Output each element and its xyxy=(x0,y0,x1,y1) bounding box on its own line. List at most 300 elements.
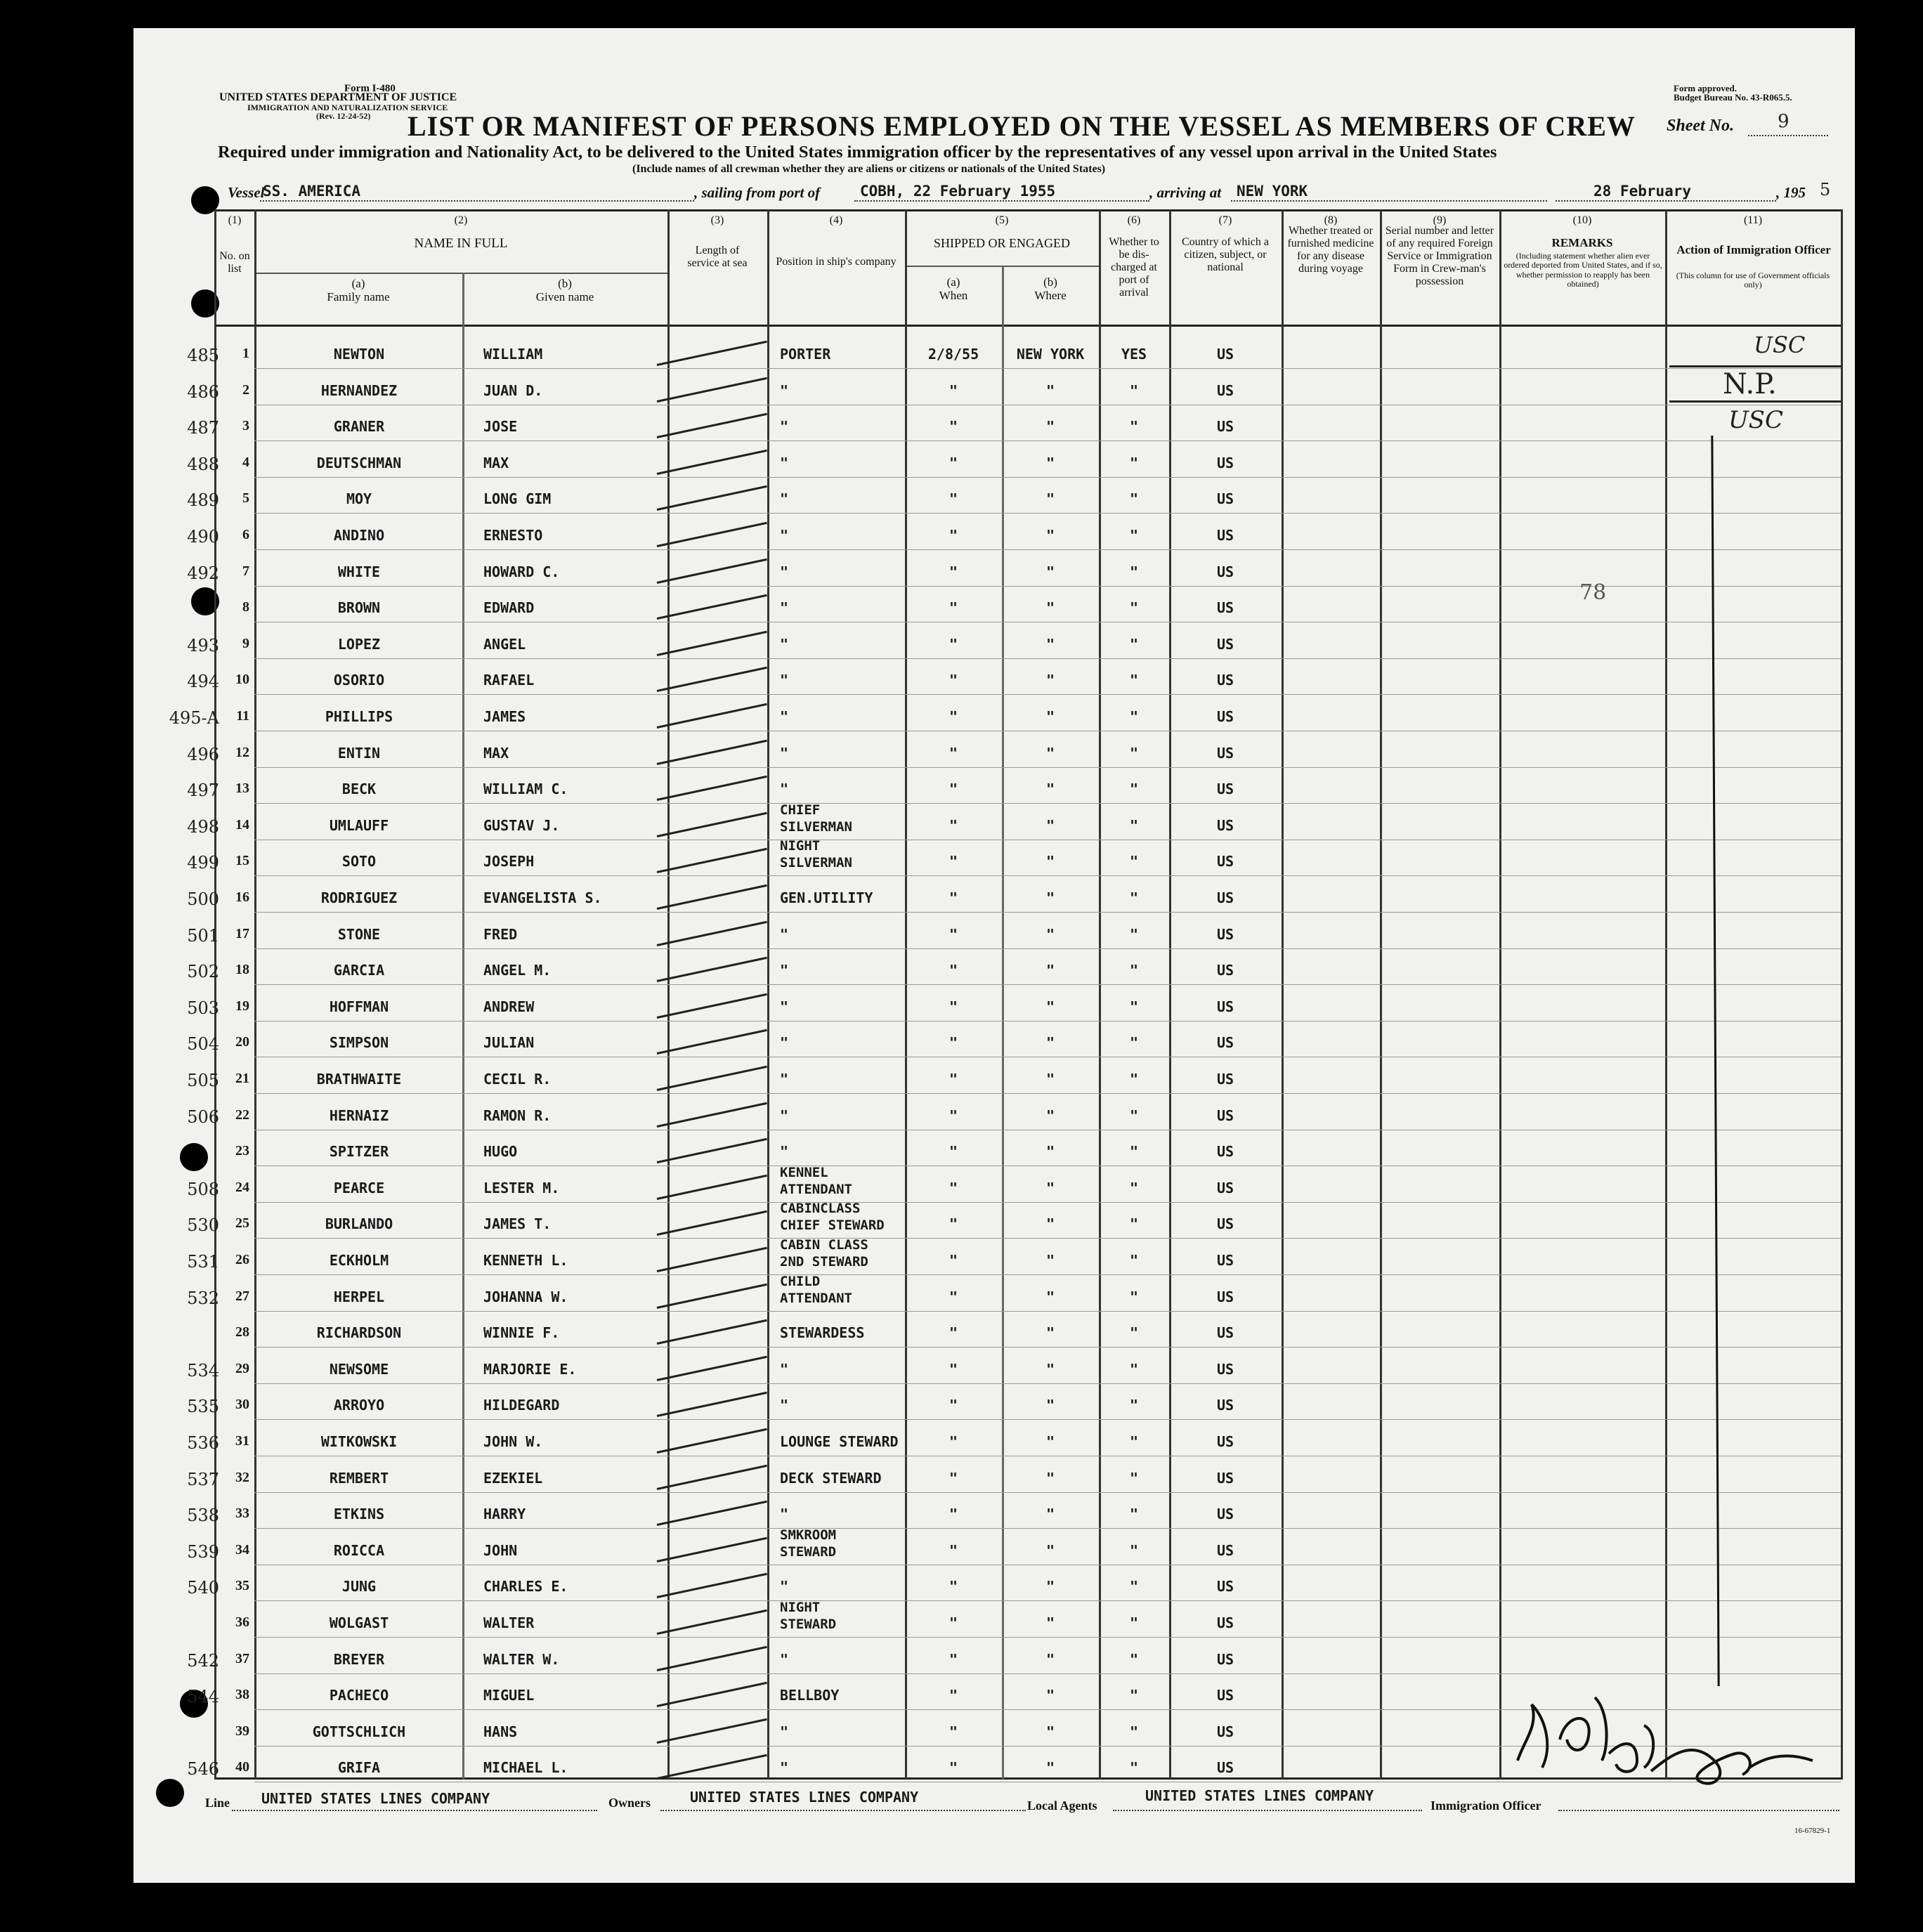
row-when: " xyxy=(949,1143,958,1161)
row-discharge: " xyxy=(1129,454,1139,471)
row-discharge: " xyxy=(1129,1071,1139,1088)
row-no: 39 xyxy=(235,1723,249,1739)
col2a-header: (a) Family name xyxy=(327,277,390,304)
row-family: HERNAIZ xyxy=(329,1107,389,1124)
row-country: US xyxy=(1216,381,1234,399)
col10-number: (10) xyxy=(1572,214,1592,226)
row-position: " xyxy=(780,1034,789,1052)
row-discharge: " xyxy=(1129,418,1139,436)
row-where: " xyxy=(1045,1107,1055,1124)
col10-note: (Including statement whether alien ever ordered deported from United States, and if so, whether permission to reapply has been obtained) xyxy=(1504,251,1662,289)
row-where: " xyxy=(1045,1143,1055,1161)
row-no: 10 xyxy=(235,672,249,688)
row-where: " xyxy=(1045,1650,1055,1668)
table-top-border xyxy=(214,209,1843,211)
owners-company: UNITED STATES LINES COMPANY xyxy=(690,1789,919,1806)
row-given: MIGUEL xyxy=(483,1687,535,1704)
row-discharge: " xyxy=(1129,1541,1139,1559)
page-subtitle: Required under immigration and Nationality Act, to be delivered to the United States immigration officer by the representatives of any vessel upon arrival in the United States xyxy=(218,143,1497,162)
row-discharge: " xyxy=(1129,962,1139,979)
row-when: " xyxy=(949,563,958,580)
row-given: MICHAEL L. xyxy=(483,1759,568,1777)
row-where: " xyxy=(1045,853,1055,870)
row-no: 5 xyxy=(242,490,249,507)
row-position: STEWARDESS xyxy=(780,1324,865,1342)
row-when: " xyxy=(949,381,958,399)
row-no: 23 xyxy=(235,1143,249,1159)
row-position: " xyxy=(780,418,789,436)
vessel-label: Vessel xyxy=(228,184,265,201)
row-given: ANGEL xyxy=(483,635,526,653)
row-country: US xyxy=(1216,563,1234,580)
row-country: US xyxy=(1216,490,1234,508)
row-rule xyxy=(254,1202,1841,1203)
row-family: HERNANDEZ xyxy=(320,381,398,399)
row-mark: 536 xyxy=(187,1433,219,1453)
col-divider xyxy=(1380,209,1382,1779)
row-where: " xyxy=(1045,418,1055,436)
row-family: GARCIA xyxy=(333,962,385,979)
row-where: " xyxy=(1045,1578,1055,1595)
row-given: ERNESTO xyxy=(483,527,543,544)
row-when: " xyxy=(949,1179,958,1196)
row-where: " xyxy=(1045,1071,1055,1088)
row-where: " xyxy=(1045,454,1055,471)
local-agents-label: Local Agents xyxy=(1027,1799,1097,1813)
row-given: JULIAN xyxy=(483,1034,535,1052)
row-country: US xyxy=(1216,1687,1234,1704)
row-family: UMLAUFF xyxy=(329,816,389,834)
row-no: 25 xyxy=(235,1215,249,1232)
row-country: US xyxy=(1216,1759,1234,1777)
row-position: CHILD ATTENDANT xyxy=(780,1273,852,1306)
line-company: UNITED STATES LINES COMPANY xyxy=(261,1790,490,1807)
row-rule xyxy=(254,984,1841,985)
row-where: " xyxy=(1045,1179,1055,1196)
row-position: DECK STEWARD xyxy=(780,1469,882,1487)
row-where: " xyxy=(1045,1614,1055,1631)
row-no: 30 xyxy=(235,1397,249,1413)
row-discharge: " xyxy=(1129,1506,1139,1523)
officer-field xyxy=(1558,1810,1839,1811)
row-discharge: " xyxy=(1129,1650,1139,1668)
row-discharge: " xyxy=(1129,1143,1139,1161)
sailing-port: COBH, 22 February 1955 xyxy=(860,183,1056,200)
row-mark: 538 xyxy=(187,1506,219,1526)
row-country: US xyxy=(1216,998,1234,1015)
col9-header: Serial number and letter of any required Foreign Service or Immigration Form in Crew-man's possession xyxy=(1385,225,1494,287)
row-family: BRATHWAITE xyxy=(316,1071,402,1088)
row-mark: 496 xyxy=(187,744,219,764)
row-mark: 490 xyxy=(187,527,219,547)
row-where: " xyxy=(1045,998,1055,1015)
col2-number: (2) xyxy=(454,214,468,226)
arriving-label: , arriving at xyxy=(1149,184,1222,201)
row-no: 28 xyxy=(235,1324,249,1340)
row-position: " xyxy=(780,381,789,399)
row-when: " xyxy=(949,599,958,617)
row-when: " xyxy=(949,1506,958,1523)
row-position: CABINCLASS CHIEF STEWARD xyxy=(780,1201,885,1234)
row-position: NIGHT SILVERMAN xyxy=(780,838,852,871)
row-family: WHITE xyxy=(337,563,381,580)
row-no: 20 xyxy=(235,1034,249,1050)
row-country: US xyxy=(1216,1360,1234,1378)
row-given: EZEKIEL xyxy=(483,1469,543,1487)
col5-number: (5) xyxy=(995,214,1009,226)
col-divider xyxy=(1665,209,1667,1779)
row-discharge: " xyxy=(1129,889,1139,906)
row-mark: 544 xyxy=(187,1687,219,1707)
row-no: 21 xyxy=(235,1071,249,1086)
action-handwritten: N.P. xyxy=(1723,368,1777,400)
row-mark: 506 xyxy=(187,1107,219,1127)
row-where: " xyxy=(1045,925,1055,943)
row-country: US xyxy=(1216,599,1234,617)
row-no: 19 xyxy=(235,998,249,1014)
row-discharge: " xyxy=(1129,1179,1139,1196)
row-family: ETKINS xyxy=(333,1506,385,1523)
row-when: " xyxy=(949,1469,958,1487)
row-family: SOTO xyxy=(341,853,377,870)
col1-number: (1) xyxy=(228,214,242,226)
row-family: RODRIGUEZ xyxy=(320,889,398,906)
row-country: US xyxy=(1216,1541,1234,1559)
row-discharge: " xyxy=(1129,925,1139,943)
row-mark: 497 xyxy=(187,781,219,801)
row-where: " xyxy=(1045,1215,1055,1233)
row-mark: 531 xyxy=(187,1252,219,1272)
row-discharge: " xyxy=(1129,1360,1139,1378)
col-divider xyxy=(767,209,769,1779)
row-where: " xyxy=(1045,1034,1055,1052)
row-given: JUAN D. xyxy=(483,381,543,399)
row-position: BELLBOY xyxy=(780,1687,840,1704)
row-country: US xyxy=(1216,853,1234,870)
row-family: REMBERT xyxy=(329,1469,389,1487)
row-given: HARRY xyxy=(483,1506,526,1523)
table-header-bottom xyxy=(214,325,1843,327)
row-country: US xyxy=(1216,1469,1234,1487)
row-no: 24 xyxy=(235,1179,249,1195)
row-given: GUSTAV J. xyxy=(483,816,560,834)
row-family: SIMPSON xyxy=(329,1034,389,1052)
row-where: " xyxy=(1045,1252,1055,1269)
row-discharge: " xyxy=(1129,1288,1139,1305)
row-family: WOLGAST xyxy=(329,1614,389,1631)
col-divider xyxy=(667,209,670,1779)
row-position: CABIN CLASS 2ND STEWARD xyxy=(780,1237,868,1269)
row-no: 15 xyxy=(235,853,249,869)
row-where: " xyxy=(1045,1360,1055,1378)
row-family: HERPEL xyxy=(333,1288,385,1305)
row-country: US xyxy=(1216,1324,1234,1342)
row-discharge: " xyxy=(1129,853,1139,870)
col5-header: SHIPPED OR ENGAGED xyxy=(933,236,1070,250)
row-position: " xyxy=(780,1143,789,1161)
row-discharge: " xyxy=(1129,672,1139,689)
col-divider xyxy=(1499,209,1501,1779)
row-when: " xyxy=(949,490,958,508)
form-approval: Form approved. xyxy=(1674,83,1738,93)
row-rule xyxy=(254,513,1841,514)
row-mark: 501 xyxy=(187,925,219,946)
row-family: ENTIN xyxy=(337,744,381,762)
col2-header: NAME IN FULL xyxy=(414,236,508,251)
row-no: 17 xyxy=(235,925,249,941)
row-no: 29 xyxy=(235,1360,249,1376)
row-discharge: " xyxy=(1129,1252,1139,1269)
row-family: PHILLIPS xyxy=(325,708,393,725)
row-position: " xyxy=(780,744,789,762)
row-position: " xyxy=(780,962,789,979)
row-where: " xyxy=(1045,1469,1055,1487)
row-family: DEUTSCHMAN xyxy=(316,454,402,471)
row-rule xyxy=(254,368,1841,369)
row-when: 2/8/55 xyxy=(927,346,979,363)
row-rule xyxy=(254,1238,1841,1239)
row-family: GRANER xyxy=(333,418,385,436)
row-family: NEWTON xyxy=(333,346,385,363)
row-when: " xyxy=(949,962,958,979)
row-given: RAFAEL xyxy=(483,672,535,689)
row-family: ECKHOLM xyxy=(329,1252,389,1269)
date-line xyxy=(1556,200,1776,202)
row-no: 7 xyxy=(242,563,249,579)
row-country: US xyxy=(1216,672,1234,689)
row-where: " xyxy=(1045,816,1055,834)
row-when: " xyxy=(949,1723,958,1740)
port-line xyxy=(854,200,1149,202)
col4-header: Position in ship's company xyxy=(776,256,897,268)
row-mark: 532 xyxy=(187,1288,219,1308)
row-no: 38 xyxy=(235,1687,249,1703)
row-rule xyxy=(254,948,1841,949)
row-when: " xyxy=(949,1650,958,1668)
row-where: NEW YORK xyxy=(1016,346,1085,363)
row-discharge: " xyxy=(1129,1469,1139,1487)
row-discharge: " xyxy=(1129,1614,1139,1631)
row-where: " xyxy=(1045,1506,1055,1523)
row-mark: 487 xyxy=(187,418,219,438)
arrival-date: 28 February xyxy=(1593,183,1692,200)
row-given: MARJORIE E. xyxy=(483,1360,577,1378)
agents-company: UNITED STATES LINES COMPANY xyxy=(1145,1787,1374,1804)
row-discharge: " xyxy=(1129,781,1139,798)
col6-number: (6) xyxy=(1127,214,1141,226)
row-where: " xyxy=(1045,1759,1055,1777)
col2b-header: (b) Given name xyxy=(535,277,594,304)
row-mark: 500 xyxy=(187,889,219,909)
row-position: LOUNGE STEWARD xyxy=(780,1433,899,1450)
row-given: JOSEPH xyxy=(483,853,535,870)
row-where: " xyxy=(1045,781,1055,798)
row-no: 9 xyxy=(242,635,249,651)
row-no: 2 xyxy=(242,381,249,398)
owners-field xyxy=(660,1810,1026,1811)
col8-number: (8) xyxy=(1324,214,1338,226)
row-no: 12 xyxy=(235,744,249,760)
row-mark: 502 xyxy=(187,962,219,982)
row-when: " xyxy=(949,781,958,798)
row-when: " xyxy=(949,889,958,906)
row-family: ARROYO xyxy=(333,1397,385,1414)
row-country: US xyxy=(1216,1071,1234,1088)
row-mark: 488 xyxy=(187,454,219,474)
row-when: " xyxy=(949,1288,958,1305)
row-no: 6 xyxy=(242,527,249,542)
action-underline xyxy=(1669,400,1841,403)
row-discharge: " xyxy=(1129,1578,1139,1595)
row-rule xyxy=(254,1600,1841,1601)
row-discharge: " xyxy=(1129,1324,1139,1342)
row-mark: 498 xyxy=(187,816,219,837)
row-no: 4 xyxy=(242,454,249,470)
row-discharge: " xyxy=(1129,1107,1139,1124)
col-divider xyxy=(1841,209,1843,1779)
row-country: US xyxy=(1216,346,1234,363)
row-where: " xyxy=(1045,1687,1055,1704)
row-when: " xyxy=(949,1034,958,1052)
col8-header: Whether treated or furnished medicine for any disease during voyage xyxy=(1287,225,1374,275)
row-given: JAMES T. xyxy=(483,1215,552,1233)
col9-number: (9) xyxy=(1433,214,1447,226)
binder-hole xyxy=(180,1143,208,1171)
row-when: " xyxy=(949,527,958,544)
row-position: " xyxy=(780,1578,789,1595)
col10-header: REMARKS xyxy=(1551,236,1613,249)
row-rule xyxy=(254,1274,1841,1275)
row-family: HOFFMAN xyxy=(329,998,389,1015)
row-position: SMKROOM STEWARD xyxy=(780,1527,837,1560)
row-discharge: " xyxy=(1129,1723,1139,1740)
sheet-label: Sheet No. xyxy=(1667,117,1734,135)
col5a-header: (a) When xyxy=(939,275,968,303)
manifest-sheet xyxy=(133,28,1855,1883)
vessel-name: SS. AMERICA xyxy=(263,183,361,200)
row-when: " xyxy=(949,418,958,436)
row-country: US xyxy=(1216,1397,1234,1414)
row-given: WALTER W. xyxy=(483,1650,560,1668)
row-country: US xyxy=(1216,708,1234,725)
row-given: JOHN W. xyxy=(483,1433,543,1450)
row-position: " xyxy=(780,1506,789,1523)
row-position: CHIEF SILVERMAN xyxy=(780,802,852,835)
col11-header: Action of Immigration Officer xyxy=(1676,243,1831,256)
row-no: 14 xyxy=(235,816,249,833)
row-family: BREYER xyxy=(333,1650,385,1668)
col6-header: Whether to be dis-charged at port of arrival xyxy=(1109,236,1159,299)
binder-hole xyxy=(156,1779,184,1807)
row-given: WILLIAM xyxy=(483,346,543,363)
row-when: " xyxy=(949,672,958,689)
agents-field xyxy=(1113,1810,1422,1811)
row-mark: 492 xyxy=(187,563,219,583)
row-country: US xyxy=(1216,925,1234,943)
row-position: " xyxy=(780,1360,789,1378)
row-discharge: YES xyxy=(1121,346,1147,363)
page-note: (Include names of all crewman whether they are aliens or citizens or nationals of the United States) xyxy=(632,163,1106,175)
col3-header: Length of service at sea xyxy=(687,244,748,269)
row-mark: 499 xyxy=(187,853,219,873)
row-rule xyxy=(254,658,1841,659)
row-given: EDWARD xyxy=(483,599,535,617)
row-given: EVANGELISTA S. xyxy=(483,889,602,906)
row-rule xyxy=(254,1492,1841,1493)
row-country: US xyxy=(1216,962,1234,979)
row-when: " xyxy=(949,853,958,870)
row-where: " xyxy=(1045,708,1055,725)
col11-note: (This column for use of Government officials only) xyxy=(1676,270,1830,290)
row-where: " xyxy=(1045,1288,1055,1305)
form-number: Form I-480 xyxy=(344,83,396,94)
row-country: US xyxy=(1216,527,1234,544)
row-discharge: " xyxy=(1129,490,1139,508)
binder-hole xyxy=(60,1790,89,1818)
row-country: US xyxy=(1216,1650,1234,1668)
row-when: " xyxy=(949,1687,958,1704)
row-rule xyxy=(254,440,1841,441)
row-discharge: " xyxy=(1129,1433,1139,1450)
col-divider xyxy=(462,273,464,1779)
action-underline xyxy=(1669,365,1841,367)
officer-signature xyxy=(1504,1683,1834,1796)
row-where: " xyxy=(1045,1541,1055,1559)
row-family: GRIFA xyxy=(337,1759,381,1777)
row-discharge: " xyxy=(1129,599,1139,617)
row-rule xyxy=(254,549,1841,550)
row-discharge: " xyxy=(1129,1397,1139,1414)
row-where: " xyxy=(1045,962,1055,979)
row-mark: 508 xyxy=(187,1179,219,1199)
row-country: US xyxy=(1216,1107,1234,1124)
row-no: 1 xyxy=(242,346,249,361)
row-rule xyxy=(254,1673,1841,1674)
row-rule xyxy=(254,875,1841,876)
row-family: SPITZER xyxy=(329,1143,389,1161)
row-position: " xyxy=(780,925,789,943)
row-family: BROWN xyxy=(337,599,381,617)
row-rule xyxy=(254,694,1841,695)
row-mark: 535 xyxy=(187,1397,219,1417)
row-given: FRED xyxy=(483,925,518,943)
row-when: " xyxy=(949,1397,958,1414)
row-discharge: " xyxy=(1129,708,1139,725)
row-country: US xyxy=(1216,1723,1234,1740)
row-position: " xyxy=(780,454,789,471)
row-mark: 546 xyxy=(187,1759,219,1780)
row-mark: 540 xyxy=(187,1578,219,1598)
row-position: " xyxy=(780,998,789,1015)
col-divider xyxy=(1282,209,1284,1779)
row-family: NEWSOME xyxy=(329,1360,389,1378)
row-family: RICHARDSON xyxy=(316,1324,402,1342)
row-country: US xyxy=(1216,1578,1234,1595)
row-when: " xyxy=(949,1252,958,1269)
row-when: " xyxy=(949,1541,958,1559)
row-country: US xyxy=(1216,1179,1234,1196)
row-no: 22 xyxy=(235,1107,249,1123)
row-rule xyxy=(254,477,1841,478)
row-country: US xyxy=(1216,1215,1234,1233)
row-no: 36 xyxy=(235,1614,249,1630)
row-position: " xyxy=(780,672,789,689)
row-where: " xyxy=(1045,527,1055,544)
row-discharge: " xyxy=(1129,1759,1139,1777)
remark-handwritten: 78 xyxy=(1579,580,1607,605)
row-given: WILLIAM C. xyxy=(483,781,568,798)
row-when: " xyxy=(949,1433,958,1450)
